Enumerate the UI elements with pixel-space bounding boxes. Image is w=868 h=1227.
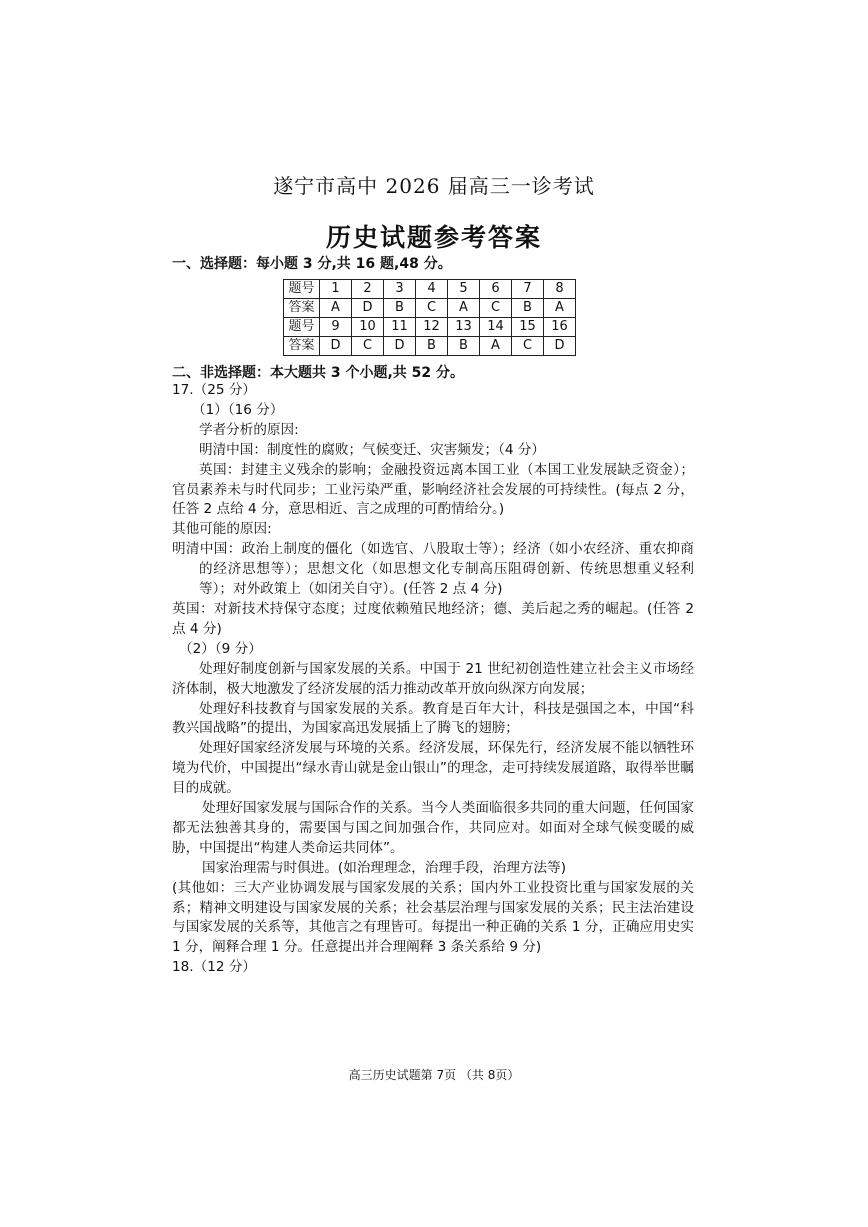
table-cell: A: [448, 299, 480, 318]
table-cell: 3: [384, 280, 416, 299]
table-cell: C: [352, 337, 384, 356]
table-cell: D: [320, 337, 352, 356]
table-cell: D: [544, 337, 576, 356]
page-footer: 高三历史试题第 7页 （共 8页）: [348, 1068, 520, 1082]
paragraph: 处理好国家经济发展与环境的关系。经济发展，环保先行，经济发展不能以牺牲环境为代价，中国提出“绿水青山就是金山银山”的理念，走可持续发展道路，取得举世瞩目的成就。: [172, 740, 694, 797]
paragraph: 英国：封建主义残余的影响；金融投资远离本国工业（本国工业发展缺乏资金）；官员素养未与时代同步；工业污染严重，影响经济社会发展的可持续性。(每点 2 分，任答 2 点给 4 分，意思相近、言之成理的可酌情给分。): [172, 461, 694, 518]
paragraph: 国家治理需与时俱进。(如治理理念，治理手段，治理方法等): [202, 859, 567, 876]
paragraph: 学者分析的原因:: [199, 421, 299, 438]
paragraph: 明清中国：制度性的腐败；气候变迁、灾害频发；（4 分）: [199, 441, 546, 458]
part-1-heading: （1）（16 分）: [192, 401, 284, 418]
table-row: [284, 337, 576, 356]
paragraph: 英国：对新技术持保守态度；过度依赖殖民地经济；德、美后起之秀的崛起。(任答 2 点 4 分): [172, 600, 694, 637]
part-2-heading: （2）（9 分）: [179, 640, 262, 657]
table-cell: B: [384, 299, 416, 318]
table-cell: 4: [416, 280, 448, 299]
paragraph: (其他如：三大产业协调发展与国家发展的关系；国内外工业投资比重与国家发展的关系；精神文明建设与国家发展的关系；社会基层治理与国家发展的关系；民主法治建设与国家发展的关系等，其他言之有理皆可。每提出一种正确的关系 1 分，正确应用史实 1 分，阐释合理 1 分。任意提出并合理阐释 3 条关系给 9 分): [172, 879, 694, 956]
table-cell: C: [512, 337, 544, 356]
section2-heading: 二、非选择题：本大题共 3 个小题,共 52 分。: [172, 365, 465, 381]
paragraph: 处理好科技教育与国家发展的关系。教育是百年大计，科技是强国之本，中国“科教兴国战略”的提出，为国家高迅发展插上了腾飞的翅膀；: [172, 700, 694, 737]
table-cell: A: [544, 299, 576, 318]
table-cell: 15: [512, 318, 544, 337]
question-17-heading: 17.（25 分）: [172, 382, 257, 398]
row-label: 题号: [284, 318, 320, 337]
paragraph: 其他可能的原因:: [172, 521, 272, 538]
paragraph: 处理好制度创新与国家发展的关系。中国于 21 世纪初创造性建立社会主义市场经济体制，极大地激发了经济发展的活力推动改革开放向纵深方向发展；: [172, 660, 694, 697]
table-cell: B: [448, 337, 480, 356]
table-cell: B: [416, 337, 448, 356]
table-cell: 2: [352, 280, 384, 299]
table-cell: 14: [480, 318, 512, 337]
table-cell: 5: [448, 280, 480, 299]
table-row: [284, 299, 576, 318]
table-cell: 12: [416, 318, 448, 337]
question-18-heading: 18.（12 分）: [172, 959, 257, 976]
row-label: 答案: [284, 337, 320, 356]
table-cell: 8: [544, 280, 576, 299]
section1-heading: 一、选择题：每小题 3 分,共 16 题,48 分。: [172, 256, 452, 272]
table-row: [284, 318, 576, 337]
row-label: 题号: [284, 280, 320, 299]
paragraph: 明清中国：政治上制度的僵化（如选官、八股取士等）；经济（如小农经济、重农抑商的经济思想等）；思想文化（如思想文化专制高压阻碍创新、传统思想重义轻利等）；对外政策上（如闭关自守）。(任答 2 点 4 分): [172, 541, 694, 598]
table-cell: B: [512, 299, 544, 318]
table-cell: 7: [512, 280, 544, 299]
table-row: [284, 280, 576, 299]
table-cell: A: [320, 299, 352, 318]
table-cell: 13: [448, 318, 480, 337]
table-cell: A: [480, 337, 512, 356]
table-cell: 11: [384, 318, 416, 337]
paragraph: 处理好国家发展与国际合作的关系。当今人类面临很多共同的重大问题，任何国家都无法独善其身的，需要国与国之间加强合作，共同应对。如面对全球气候变暖的威胁，中国提出“构建人类命运共同体”。: [172, 800, 694, 856]
paper-title: 历史试题参考答案: [325, 223, 542, 252]
table-cell: 16: [544, 318, 576, 337]
table-cell: C: [480, 299, 512, 318]
table-cell: C: [416, 299, 448, 318]
row-label: 答案: [284, 299, 320, 318]
table-cell: 9: [320, 318, 352, 337]
table-cell: D: [384, 337, 416, 356]
exam-title: 遂宁市高中 2026 届高三一诊考试: [273, 174, 595, 198]
table-cell: 10: [352, 318, 384, 337]
table-cell: D: [352, 299, 384, 318]
table-cell: 1: [320, 280, 352, 299]
answer-table: [283, 279, 576, 356]
table-cell: 6: [480, 280, 512, 299]
answer-body: [172, 381, 694, 978]
